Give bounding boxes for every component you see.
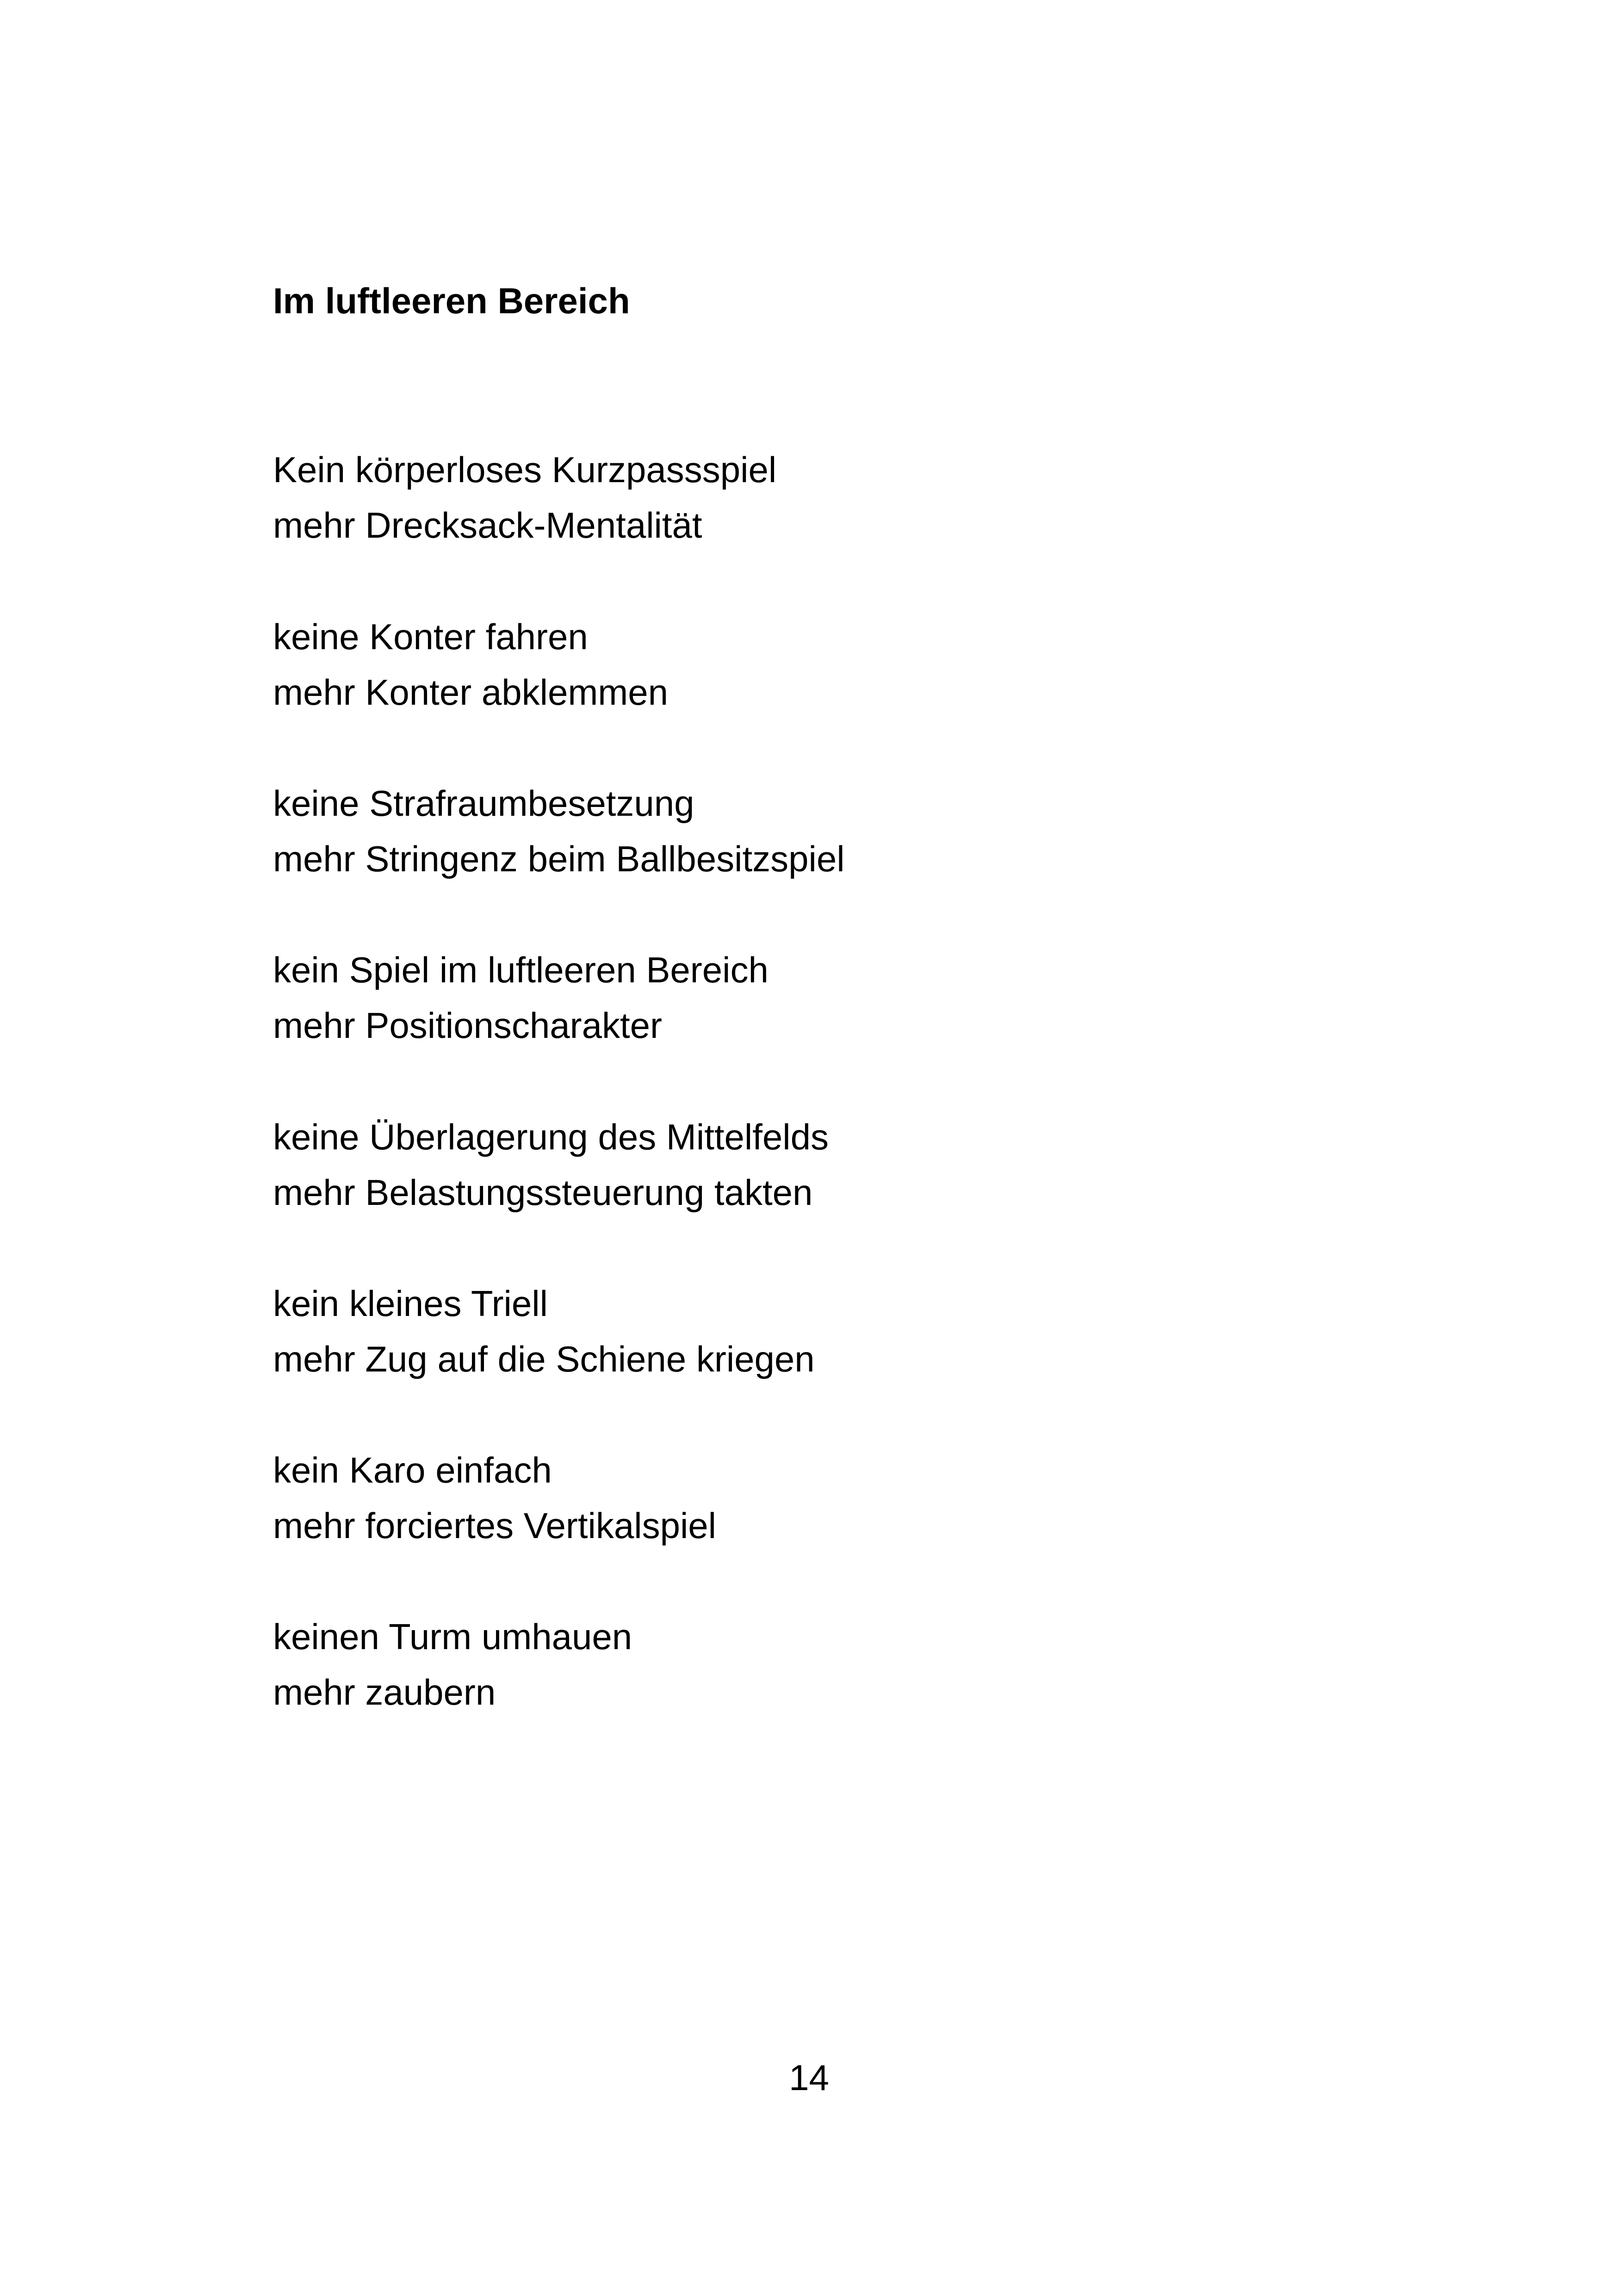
stanza-2 (273, 609, 668, 720)
stanza-line: mehr Drecksack-Mentalität (273, 505, 702, 546)
stanza-line: mehr Stringenz beim Ballbesitzspiel (273, 838, 845, 879)
poem-title: Im luftleeren Bereich (273, 280, 630, 321)
stanza-line: keinen Turm umhauen (273, 1616, 632, 1657)
stanza-3 (273, 776, 845, 887)
stanza-line: mehr forciertes Vertikalspiel (273, 1505, 717, 1546)
stanza-line: keine Überlagerung des Mittelfelds (273, 1117, 829, 1157)
stanza-6 (273, 1276, 815, 1387)
stanza-4 (273, 942, 769, 1053)
stanza-line: kein kleines Triell (273, 1283, 548, 1324)
stanza-line: mehr Positionscharakter (273, 1005, 663, 1046)
stanza-line: mehr zaubern (273, 1672, 496, 1713)
stanza-line: mehr Belastungssteuerung takten (273, 1172, 813, 1213)
stanza-line: kein Karo einfach (273, 1450, 552, 1490)
stanza-7 (273, 1442, 716, 1553)
stanza-line: Kein körperloses Kurzpassspiel (273, 449, 777, 490)
stanza-line: mehr Konter abklemmen (273, 672, 669, 713)
stanza-line: mehr Zug auf die Schiene kriegen (273, 1339, 815, 1379)
stanza-line: keine Strafraumbesetzung (273, 783, 694, 824)
stanza-5 (273, 1109, 829, 1220)
stanza-line: keine Konter fahren (273, 616, 588, 657)
stanza-1 (273, 442, 776, 553)
stanza-line: kein Spiel im luftleeren Bereich (273, 949, 769, 990)
stanza-8 (273, 1609, 632, 1720)
page-number: 14 (789, 2057, 829, 2098)
